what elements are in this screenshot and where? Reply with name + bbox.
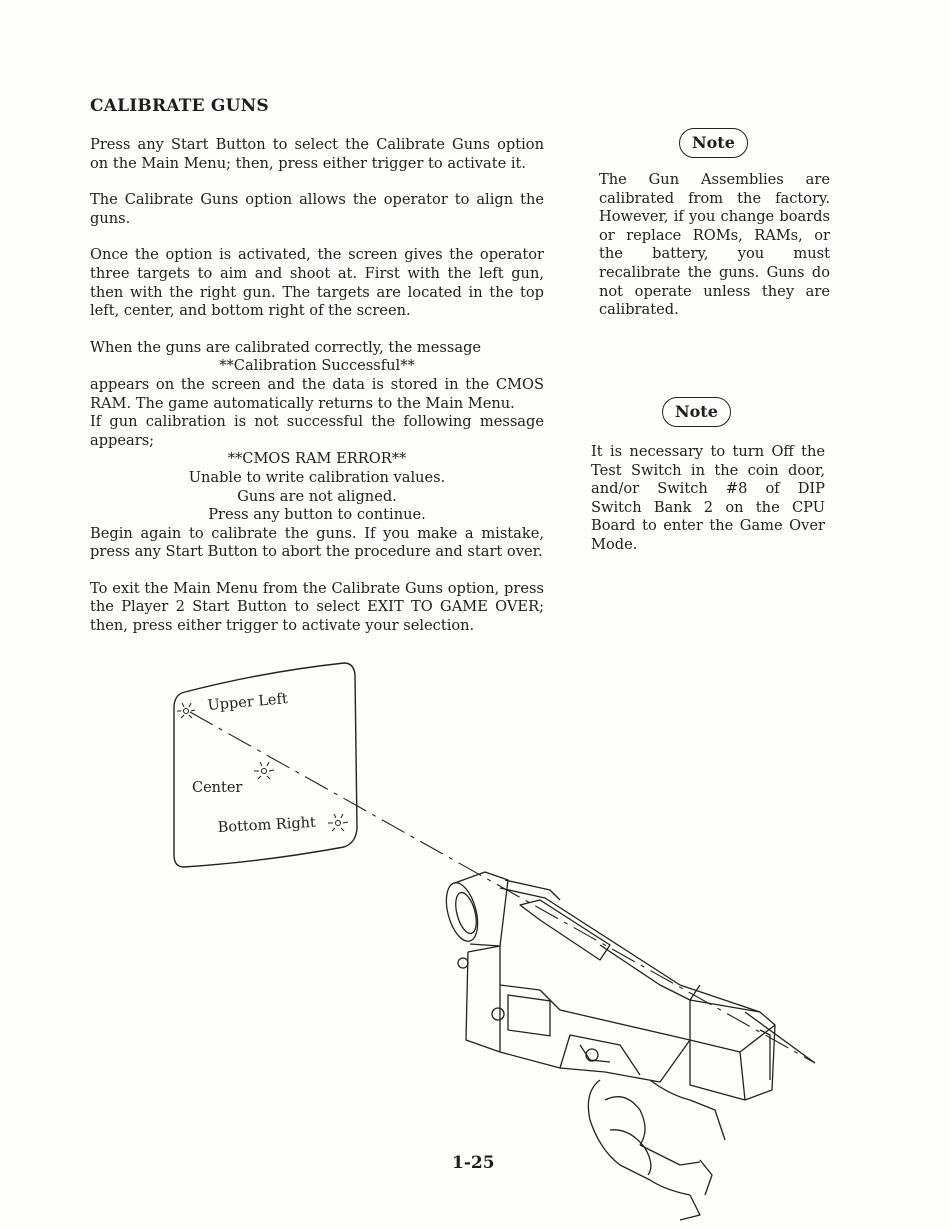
- paragraph-success-after: appears on the screen and the data is stored in the CMOS RAM. The game automatically returns to the Main Menu.: [90, 375, 544, 412]
- label-upper-left: Upper Left: [206, 691, 289, 714]
- note-text-1: The Gun Assemblies are calibrated from the factory. However, if you change boards or replace ROMs, RAMs, or the battery, you must recalibrate the guns. Guns do not operate unless they are calibrated.: [599, 171, 830, 319]
- target-upper-left-icon: [177, 703, 195, 718]
- target-bottom-right-icon: [328, 814, 348, 831]
- page-number: 1-25: [452, 1153, 495, 1173]
- label-center: Center: [192, 780, 243, 796]
- label-bottom-right: Bottom Right: [217, 814, 317, 836]
- target-center-icon: [254, 762, 274, 779]
- note-text-2: It is necessary to turn Off the Test Switch in the coin door, and/or Switch #8 of DIP Switch Bank 2 on the CPU Board to enter the Game Over Mode.: [591, 443, 825, 553]
- success-message: **Calibration Successful**: [219, 357, 415, 375]
- note-badge-2: Note: [662, 397, 731, 427]
- error-message-line-2: Unable to write calibration values.: [188, 468, 446, 486]
- paragraph-purpose: The Calibrate Guns option allows the operator to align the guns.: [90, 191, 544, 227]
- light-gun-icon: [441, 872, 815, 1220]
- error-message-line-3: Guns are not aligned.: [237, 487, 397, 505]
- paragraph-select-option: Press any Start Button to select the Calibrate Guns option on the Main Menu; then, press either trigger to activate it.: [90, 136, 544, 172]
- error-message-line-4: Press any button to continue.: [208, 506, 426, 524]
- paragraph-exit: To exit the Main Menu from the Calibrate Guns option, press the Player 2 Start Button to select EXIT TO GAME OVER; then, press either trigger to activate your selection.: [90, 579, 544, 635]
- note-badge-1: Note: [679, 128, 748, 158]
- paragraph-success-intro: When the guns are calibrated correctly, the message: [90, 338, 482, 356]
- paragraph-retry: Begin again to calibrate the guns. If you make a mistake, press any Start Button to abort the procedure and start over.: [90, 524, 544, 561]
- error-message-line-1: **CMOS RAM ERROR**: [227, 450, 407, 468]
- paragraph-targets: Once the option is activated, the screen gives the operator three targets to aim and shoot at. First with the left gun, then with the right gun. The targets are located in the top left, center, and bottom right of the screen.: [90, 246, 544, 320]
- paragraph-failure-intro: If gun calibration is not successful the following message appears;: [90, 413, 544, 449]
- section-heading: CALIBRATE GUNS: [90, 96, 269, 116]
